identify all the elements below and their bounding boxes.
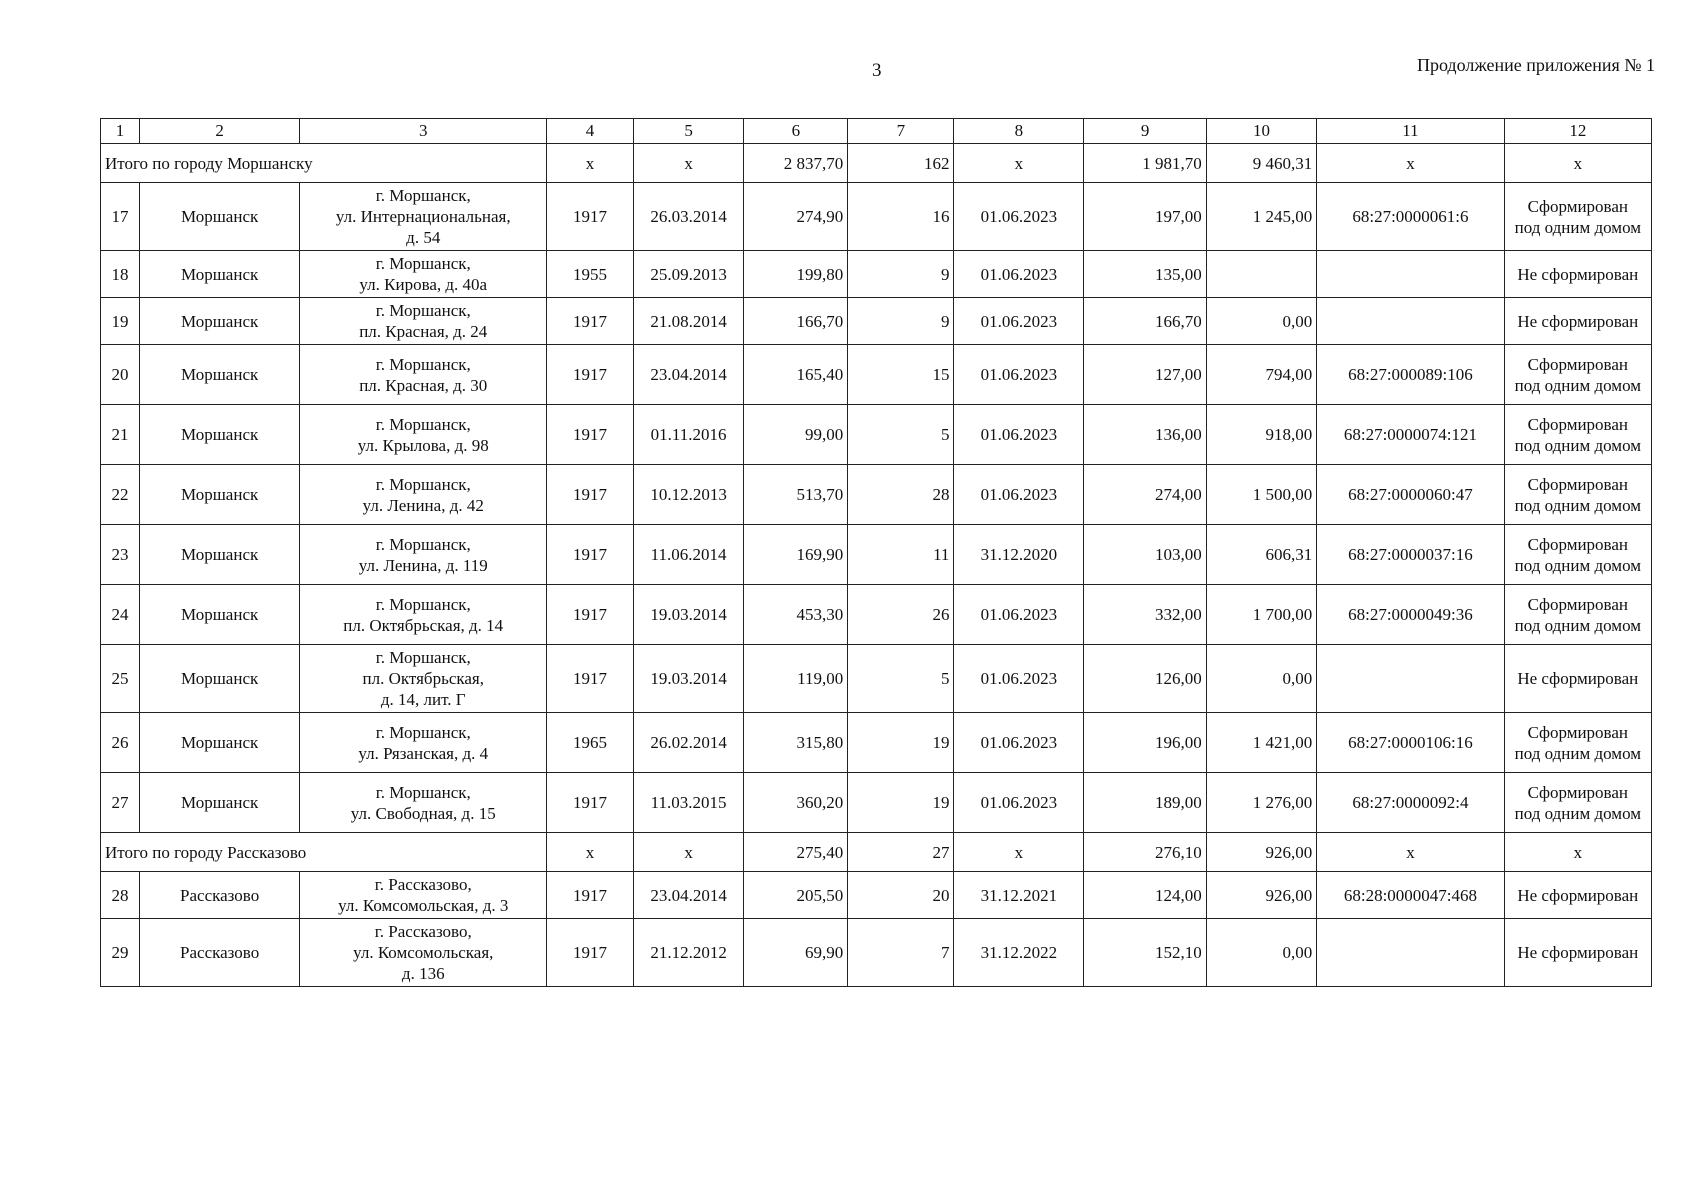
- date-cell: 01.11.2016: [633, 405, 743, 465]
- land-status-line: под одним домом: [1514, 743, 1641, 763]
- total-c4: х: [547, 833, 634, 872]
- cadastral-cell: 68:28:0000047:468: [1317, 872, 1504, 919]
- land-status-cell: [1504, 251, 1651, 298]
- address-line: д. 54: [406, 228, 441, 247]
- address-line: ул. Комсомольская, д. 3: [338, 896, 509, 915]
- column-number: 8: [954, 119, 1084, 144]
- land-status-line: под одним домом: [1514, 375, 1641, 395]
- deadline-cell: 01.06.2023: [954, 183, 1084, 251]
- city-cell: Рассказово: [139, 872, 299, 919]
- address-cell: [300, 345, 547, 405]
- c9-cell: 124,00: [1084, 872, 1206, 919]
- year-cell: 1917: [547, 345, 634, 405]
- area-cell: 199,80: [744, 251, 848, 298]
- cadastral-cell: 68:27:0000049:36: [1317, 585, 1504, 645]
- table-row: [101, 713, 1652, 773]
- table-row: [101, 465, 1652, 525]
- c10-cell: 1 700,00: [1206, 585, 1316, 645]
- total-c11: х: [1317, 833, 1504, 872]
- cadastral-cell: 68:27:0000092:4: [1317, 773, 1504, 833]
- c9-cell: 127,00: [1084, 345, 1206, 405]
- area-cell: 165,40: [744, 345, 848, 405]
- total-people: 27: [848, 833, 954, 872]
- area-cell: 205,50: [744, 872, 848, 919]
- date-cell: 11.06.2014: [633, 525, 743, 585]
- deadline-cell: 01.06.2023: [954, 298, 1084, 345]
- area-cell: 69,90: [744, 919, 848, 987]
- land-status-cell: [1504, 525, 1651, 585]
- land-status-cell: [1504, 183, 1651, 251]
- year-cell: 1917: [547, 465, 634, 525]
- cadastral-cell: 68:27:0000106:16: [1317, 713, 1504, 773]
- c9-cell: 189,00: [1084, 773, 1206, 833]
- city-cell: Моршанск: [139, 645, 299, 713]
- row-number: 26: [101, 713, 140, 773]
- c9-cell: 274,00: [1084, 465, 1206, 525]
- deadline-cell: 01.06.2023: [954, 465, 1084, 525]
- date-cell: 21.12.2012: [633, 919, 743, 987]
- column-number-row: [101, 119, 1652, 144]
- people-cell: 26: [848, 585, 954, 645]
- people-cell: 5: [848, 645, 954, 713]
- address-line: г. Рассказово,: [374, 922, 472, 941]
- land-status-line: Не сформирован: [1517, 311, 1639, 331]
- row-number: 17: [101, 183, 140, 251]
- table-row: [101, 645, 1652, 713]
- table-row: [101, 773, 1652, 833]
- total-label: Итого по городу Моршанску: [101, 144, 547, 183]
- row-number: 29: [101, 919, 140, 987]
- c10-cell: 1 276,00: [1206, 773, 1316, 833]
- city-cell: Моршанск: [139, 298, 299, 345]
- deadline-cell: 31.12.2020: [954, 525, 1084, 585]
- land-status-line: под одним домом: [1514, 615, 1641, 635]
- cadastral-cell: [1317, 251, 1504, 298]
- city-total-row: [101, 833, 1652, 872]
- people-cell: 19: [848, 713, 954, 773]
- year-cell: 1965: [547, 713, 634, 773]
- address-line: ул. Ленина, д. 42: [362, 495, 484, 515]
- address-line: ул. Крылова, д. 98: [357, 435, 489, 455]
- cadastral-cell: 68:27:0000074:121: [1317, 405, 1504, 465]
- table-row: [101, 919, 1652, 987]
- c9-cell: 136,00: [1084, 405, 1206, 465]
- total-c12: х: [1504, 144, 1651, 183]
- year-cell: 1917: [547, 919, 634, 987]
- c10-cell: 794,00: [1206, 345, 1316, 405]
- city-cell: Рассказово: [139, 919, 299, 987]
- land-status-cell: [1504, 919, 1651, 987]
- total-c8: х: [954, 144, 1084, 183]
- cadastral-cell: 68:27:000089:106: [1317, 345, 1504, 405]
- c9-cell: 152,10: [1084, 919, 1206, 987]
- c9-cell: 197,00: [1084, 183, 1206, 251]
- land-status-line: Не сформирован: [1517, 943, 1639, 962]
- land-status-line: под одним домом: [1514, 555, 1641, 575]
- land-status-line: под одним домом: [1514, 803, 1641, 823]
- city-cell: Моршанск: [139, 525, 299, 585]
- people-cell: 9: [848, 298, 954, 345]
- deadline-cell: 31.12.2021: [954, 872, 1084, 919]
- c9-cell: 135,00: [1084, 251, 1206, 298]
- c9-cell: 332,00: [1084, 585, 1206, 645]
- address-cell: [300, 251, 547, 298]
- address-line: ул. Кирова, д. 40а: [359, 275, 488, 294]
- column-number: 2: [139, 119, 299, 144]
- address-line: пл. Красная, д. 30: [359, 375, 488, 395]
- address-line: ул. Рязанская, д. 4: [358, 743, 489, 763]
- land-status-line: Сформирован: [1527, 782, 1629, 802]
- address-cell: [300, 919, 547, 987]
- column-number: 4: [547, 119, 634, 144]
- c10-cell: 0,00: [1206, 645, 1316, 713]
- people-cell: 19: [848, 773, 954, 833]
- address-line: д. 136: [401, 964, 445, 983]
- land-status-line: под одним домом: [1514, 495, 1641, 515]
- date-cell: 19.03.2014: [633, 645, 743, 713]
- c9-cell: 196,00: [1084, 713, 1206, 773]
- address-line: г. Моршанск,: [375, 722, 471, 742]
- area-cell: 360,20: [744, 773, 848, 833]
- land-status-line: Сформирован: [1527, 354, 1629, 374]
- address-cell: [300, 585, 547, 645]
- date-cell: 11.03.2015: [633, 773, 743, 833]
- column-number: 7: [848, 119, 954, 144]
- area-cell: 99,00: [744, 405, 848, 465]
- year-cell: 1917: [547, 773, 634, 833]
- c9-cell: 126,00: [1084, 645, 1206, 713]
- row-number: 23: [101, 525, 140, 585]
- year-cell: 1917: [547, 525, 634, 585]
- c9-cell: 166,70: [1084, 298, 1206, 345]
- city-total-row: [101, 144, 1652, 183]
- land-status-line: Сформирован: [1527, 594, 1629, 614]
- table-row: [101, 251, 1652, 298]
- total-c5: х: [633, 833, 743, 872]
- land-status-line: Сформирован: [1527, 534, 1629, 554]
- address-line: г. Моршанск,: [375, 782, 471, 802]
- cadastral-cell: [1317, 919, 1504, 987]
- table-row: [101, 585, 1652, 645]
- total-c12: х: [1504, 833, 1651, 872]
- area-cell: 166,70: [744, 298, 848, 345]
- land-status-cell: [1504, 773, 1651, 833]
- c10-cell: 0,00: [1206, 919, 1316, 987]
- people-cell: 9: [848, 251, 954, 298]
- date-cell: 23.04.2014: [633, 345, 743, 405]
- city-cell: Моршанск: [139, 183, 299, 251]
- land-status-cell: [1504, 713, 1651, 773]
- total-c9: 1 981,70: [1084, 144, 1206, 183]
- city-cell: Моршанск: [139, 251, 299, 298]
- land-status-cell: [1504, 872, 1651, 919]
- year-cell: 1917: [547, 405, 634, 465]
- city-cell: Моршанск: [139, 585, 299, 645]
- row-number: 27: [101, 773, 140, 833]
- row-number: 22: [101, 465, 140, 525]
- address-cell: [300, 298, 547, 345]
- total-c5: х: [633, 144, 743, 183]
- land-status-line: Не сформирован: [1517, 885, 1639, 905]
- address-cell: [300, 525, 547, 585]
- table-row: [101, 872, 1652, 919]
- cadastral-cell: 68:27:0000060:47: [1317, 465, 1504, 525]
- people-cell: 15: [848, 345, 954, 405]
- address-line: г. Моршанск,: [375, 648, 471, 667]
- c10-cell: 926,00: [1206, 872, 1316, 919]
- land-status-cell: [1504, 465, 1651, 525]
- c10-cell: 1 500,00: [1206, 465, 1316, 525]
- housing-table: [100, 118, 1652, 987]
- address-cell: [300, 405, 547, 465]
- row-number: 21: [101, 405, 140, 465]
- city-cell: Моршанск: [139, 465, 299, 525]
- appendix-label: Продолжение приложения № 1: [1416, 55, 1655, 75]
- area-cell: 513,70: [744, 465, 848, 525]
- land-status-cell: [1504, 585, 1651, 645]
- deadline-cell: 01.06.2023: [954, 713, 1084, 773]
- address-cell: [300, 465, 547, 525]
- people-cell: 16: [848, 183, 954, 251]
- land-status-line: Сформирован: [1527, 196, 1629, 216]
- table-row: [101, 298, 1652, 345]
- date-cell: 23.04.2014: [633, 872, 743, 919]
- total-c4: х: [547, 144, 634, 183]
- city-cell: Моршанск: [139, 345, 299, 405]
- land-status-cell: [1504, 645, 1651, 713]
- area-cell: 315,80: [744, 713, 848, 773]
- land-status-line: Сформирован: [1527, 722, 1629, 742]
- deadline-cell: 01.06.2023: [954, 345, 1084, 405]
- people-cell: 7: [848, 919, 954, 987]
- deadline-cell: 01.06.2023: [954, 405, 1084, 465]
- table-row: [101, 525, 1652, 585]
- address-line: г. Моршанск,: [375, 301, 471, 320]
- total-label: Итого по городу Рассказово: [101, 833, 547, 872]
- land-status-cell: [1504, 345, 1651, 405]
- land-status-line: под одним домом: [1514, 435, 1641, 455]
- address-line: г. Моршанск,: [375, 414, 471, 434]
- address-line: ул. Свободная, д. 15: [350, 803, 496, 823]
- table-row: [101, 405, 1652, 465]
- address-line: пл. Октябрьская,: [362, 669, 484, 688]
- total-c10: 926,00: [1206, 833, 1316, 872]
- row-number: 18: [101, 251, 140, 298]
- c10-cell: 606,31: [1206, 525, 1316, 585]
- row-number: 20: [101, 345, 140, 405]
- address-line: г. Моршанск,: [375, 354, 471, 374]
- year-cell: 1917: [547, 183, 634, 251]
- date-cell: 21.08.2014: [633, 298, 743, 345]
- address-line: г. Моршанск,: [375, 254, 471, 273]
- c10-cell: 0,00: [1206, 298, 1316, 345]
- address-line: пл. Октябрьская, д. 14: [343, 615, 504, 635]
- year-cell: 1917: [547, 872, 634, 919]
- row-number: 24: [101, 585, 140, 645]
- cadastral-cell: [1317, 298, 1504, 345]
- year-cell: 1917: [547, 585, 634, 645]
- year-cell: 1917: [547, 298, 634, 345]
- people-cell: 20: [848, 872, 954, 919]
- land-status-cell: [1504, 298, 1651, 345]
- c10-cell: [1206, 251, 1316, 298]
- address-line: г. Моршанск,: [375, 534, 471, 554]
- table-row: [101, 183, 1652, 251]
- city-cell: Моршанск: [139, 773, 299, 833]
- c10-cell: 918,00: [1206, 405, 1316, 465]
- total-people: 162: [848, 144, 954, 183]
- column-number: 5: [633, 119, 743, 144]
- total-area: 2 837,70: [744, 144, 848, 183]
- area-cell: 274,90: [744, 183, 848, 251]
- deadline-cell: 01.06.2023: [954, 585, 1084, 645]
- land-status-cell: [1504, 405, 1651, 465]
- address-line: г. Моршанск,: [375, 186, 471, 205]
- address-cell: [300, 872, 547, 919]
- address-line: г. Моршанск,: [375, 594, 471, 614]
- column-number: 6: [744, 119, 848, 144]
- city-cell: Моршанск: [139, 713, 299, 773]
- deadline-cell: 01.06.2023: [954, 773, 1084, 833]
- land-status-line: под одним домом: [1514, 217, 1641, 237]
- address-line: д. 14, лит. Г: [380, 690, 466, 709]
- c9-cell: 103,00: [1084, 525, 1206, 585]
- area-cell: 169,90: [744, 525, 848, 585]
- page-number: 3: [872, 60, 882, 81]
- address-line: ул. Интернациональная,: [335, 207, 511, 226]
- address-cell: [300, 645, 547, 713]
- c10-cell: 1 421,00: [1206, 713, 1316, 773]
- column-number: 9: [1084, 119, 1206, 144]
- area-cell: 453,30: [744, 585, 848, 645]
- land-status-line: Не сформирован: [1517, 669, 1639, 688]
- column-number: 11: [1317, 119, 1504, 144]
- address-line: ул. Комсомольская,: [353, 943, 494, 962]
- address-cell: [300, 183, 547, 251]
- total-c10: 9 460,31: [1206, 144, 1316, 183]
- address-line: г. Моршанск,: [375, 474, 471, 494]
- date-cell: 26.02.2014: [633, 713, 743, 773]
- column-number: 10: [1206, 119, 1316, 144]
- land-status-line: Сформирован: [1527, 414, 1629, 434]
- year-cell: 1955: [547, 251, 634, 298]
- row-number: 28: [101, 872, 140, 919]
- date-cell: 26.03.2014: [633, 183, 743, 251]
- address-cell: [300, 713, 547, 773]
- deadline-cell: 01.06.2023: [954, 251, 1084, 298]
- column-number: 3: [300, 119, 547, 144]
- deadline-cell: 31.12.2022: [954, 919, 1084, 987]
- date-cell: 10.12.2013: [633, 465, 743, 525]
- address-cell: [300, 773, 547, 833]
- column-number: 12: [1504, 119, 1651, 144]
- people-cell: 28: [848, 465, 954, 525]
- address-line: пл. Красная, д. 24: [359, 322, 488, 341]
- total-area: 275,40: [744, 833, 848, 872]
- people-cell: 11: [848, 525, 954, 585]
- cadastral-cell: 68:27:0000037:16: [1317, 525, 1504, 585]
- address-line: г. Рассказово,: [374, 875, 472, 894]
- date-cell: 25.09.2013: [633, 251, 743, 298]
- total-c9: 276,10: [1084, 833, 1206, 872]
- deadline-cell: 01.06.2023: [954, 645, 1084, 713]
- year-cell: 1917: [547, 645, 634, 713]
- address-line: ул. Ленина, д. 119: [358, 555, 488, 575]
- land-status-line: Сформирован: [1527, 474, 1629, 494]
- row-number: 19: [101, 298, 140, 345]
- total-c11: х: [1317, 144, 1504, 183]
- table-row: [101, 345, 1652, 405]
- city-cell: Моршанск: [139, 405, 299, 465]
- date-cell: 19.03.2014: [633, 585, 743, 645]
- total-c8: х: [954, 833, 1084, 872]
- c10-cell: 1 245,00: [1206, 183, 1316, 251]
- column-number: 1: [101, 119, 140, 144]
- people-cell: 5: [848, 405, 954, 465]
- cadastral-cell: 68:27:0000061:6: [1317, 183, 1504, 251]
- row-number: 25: [101, 645, 140, 713]
- area-cell: 119,00: [744, 645, 848, 713]
- cadastral-cell: [1317, 645, 1504, 713]
- land-status-line: Не сформирован: [1517, 264, 1639, 284]
